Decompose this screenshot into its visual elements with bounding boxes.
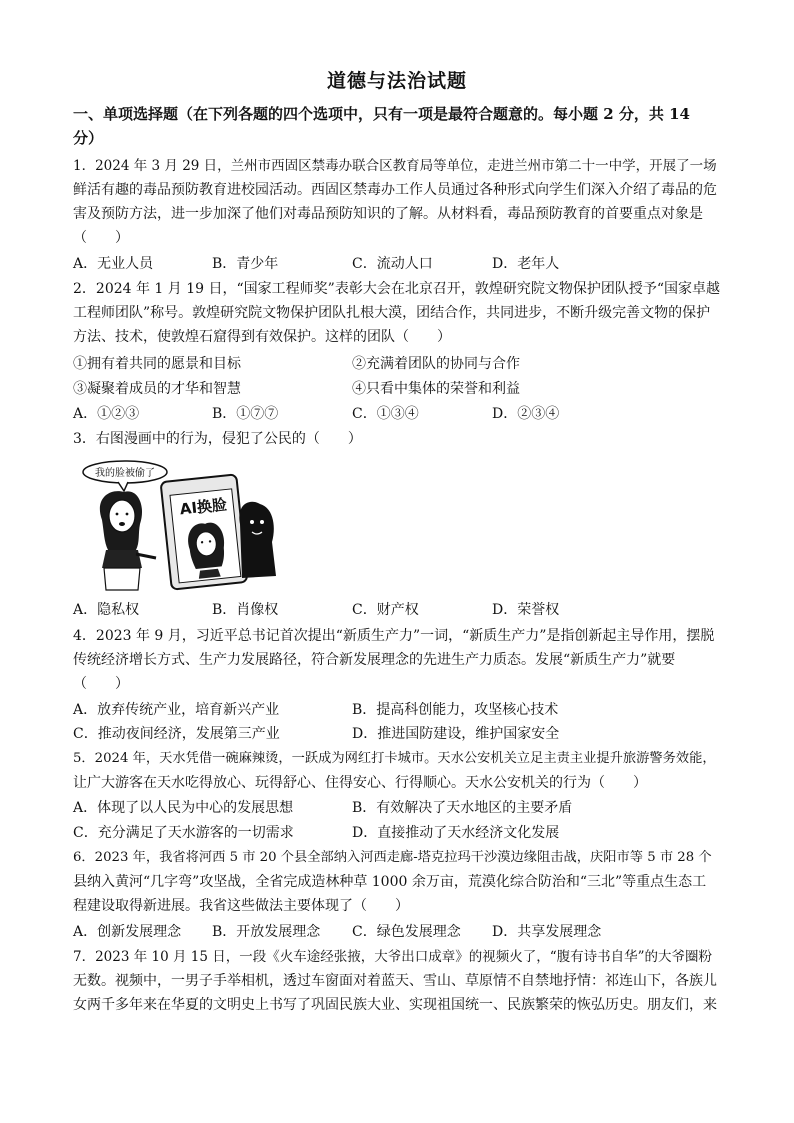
q2-statement-1: ①拥有着共同的愿景和目标 xyxy=(73,356,241,372)
q3-option-d: D．荣誉权 xyxy=(492,602,560,618)
q6-option-c: C．绿色发展理念 xyxy=(352,924,461,940)
q1-option-b: B．青少年 xyxy=(212,256,279,272)
q5-text: 5．2024 年，天水凭借一碗麻辣烫，一跃成为网红打卡城市。天水公安机关立足主责主业提升旅游警务效能， xyxy=(73,751,716,766)
q2-option-a: A．①②③ xyxy=(73,406,140,422)
q4-text: （ ） xyxy=(73,676,129,692)
q5-option-b: B．有效解决了天水地区的主要矛盾 xyxy=(352,800,573,816)
q2-option-b: B．①⑦⑦ xyxy=(212,406,279,422)
q5-option-d: D．直接推动了天水经济文化发展 xyxy=(352,825,560,841)
bubble-text: 我的脸被偷了 xyxy=(95,468,155,479)
q5-option-c: C．充分满足了天水游客的一切需求 xyxy=(73,825,294,841)
q7-text: 女两千多年来在华夏的文明史上书写了巩固民族大业、实现祖国统一、民族繁荣的恢弘历史。朋友们，来 xyxy=(73,997,717,1013)
q7-text: 无数。视频中，一男子手举相机，透过车窗面对着蓝天、雪山、草原情不自禁地抒情：祁连山下，各族儿 xyxy=(73,973,717,989)
q4-option-a: A．放弃传统产业，培育新兴产业 xyxy=(73,702,280,718)
q3-option-c: C．财产权 xyxy=(352,602,419,618)
q1-option-a: A．无业人员 xyxy=(73,256,154,272)
q2-statement-3: ③凝聚着成员的才华和智慧 xyxy=(73,381,241,397)
q5-option-a: A．体现了以人民为中心的发展思想 xyxy=(73,800,294,816)
q2-statement-4: ④只看中集体的荣誉和利益 xyxy=(352,381,520,397)
woman-body xyxy=(102,550,142,568)
q4-option-d: D．推进国防建设，维护国家安全 xyxy=(352,726,560,742)
q1-text: （ ） xyxy=(73,230,129,246)
q6-option-a: A．创新发展理念 xyxy=(73,924,182,940)
q3-text: 3．右图漫画中的行为，侵犯了公民的（ ） xyxy=(73,431,362,447)
q3-option-b: B．肖像权 xyxy=(212,602,279,618)
q4-option-b: B．提高科创能力，攻坚核心技术 xyxy=(352,702,559,718)
section-heading: 一、单项选择题（在下列各题的四个选项中，只有一项是最符合题意的。每小题 2 分，共 14 xyxy=(73,105,690,123)
q1-text: 1．2024 年 3 月 29 日，兰州市西固区禁毒办联合区教育局等单位，走进兰州市第二十一中学，开展了一场 xyxy=(73,158,717,174)
section-heading-cont: 分） xyxy=(73,129,104,147)
q2-statement-2: ②充满着团队的协同与合作 xyxy=(352,356,520,372)
q6-text: 6．2023 年，我省将河西 5 市 20 个县全部纳入河西走廊-塔克拉玛干沙漠边缘阻击战，庆阳市等 5 市 28 个 xyxy=(73,850,712,865)
q6-option-b: B．开放发展理念 xyxy=(212,924,321,940)
q2-option-d: D．②③④ xyxy=(492,406,560,422)
woman-face xyxy=(109,500,135,532)
ai-faceswap-comic xyxy=(80,458,280,593)
q1-option-c: C．流动人口 xyxy=(352,256,433,272)
shadow-figure xyxy=(239,502,276,578)
page-title: 道德与法治试题 xyxy=(326,70,467,92)
q6-text: 程建设取得新进展。我省这些做法主要体现了（ ） xyxy=(73,898,409,914)
q4-text: 传统经济增长方式、生产力发展路径，符合新发展理念的先进生产力质态。发展“新质生产力”就要 xyxy=(73,652,676,668)
q1-option-d: D．老年人 xyxy=(492,256,560,272)
q6-option-d: D．共享发展理念 xyxy=(492,924,602,940)
q2-text: 工程师团队”称号。敦煌研究院文物保护团队扎根大漠，团结合作，共同进步，不断升级完善文物的保护 xyxy=(73,305,711,321)
q2-option-c: C．①③④ xyxy=(352,406,419,422)
q2-text: 方法、技术，使敦煌石窟得到有效保护。这样的团队（ ） xyxy=(73,329,451,345)
q4-option-c: C．推动夜间经济，发展第三产业 xyxy=(73,726,280,742)
q2-text: 2．2024 年 1 月 19 日，“国家工程师奖”表彰大会在北京召开，敦煌研究院文物保护团队授予“国家卓越 xyxy=(73,281,720,297)
q1-text: 鲜活有趣的毒品预防教育进校园活动。西固区禁毒办工作人员通过各种形式向学生们深入介绍了毒品的危 xyxy=(73,182,717,198)
q5-text: 让广大游客在天水吃得放心、玩得舒心、住得安心、行得顺心。天水公安机关的行为（ ） xyxy=(73,775,647,791)
q1-text: 害及预防方法，进一步加深了他们对毒品预防知识的了解。从材料看，毒品预防教育的首要重点对象是 xyxy=(73,206,703,222)
q6-text: 县纳入黄河“几字弯”攻坚战，全省完成造林种草 1000 余万亩，荒漠化综合防治和“三北”等重点生态工 xyxy=(73,874,707,890)
q7-text: 7．2023 年 10 月 15 日，一段《火车途经张掖，大爷出口成章》的视频火了，“腹有诗书自华”的大爷圈粉 xyxy=(73,949,713,965)
q4-text: 4．2023 年 9 月，习近平总书记首次提出“新质生产力”一词，“新质生产力”是指创新起主导作用，摆脱 xyxy=(73,628,715,644)
ai-sign-text: AI换脸 xyxy=(178,495,228,519)
q3-option-a: A．隐私权 xyxy=(73,602,140,618)
